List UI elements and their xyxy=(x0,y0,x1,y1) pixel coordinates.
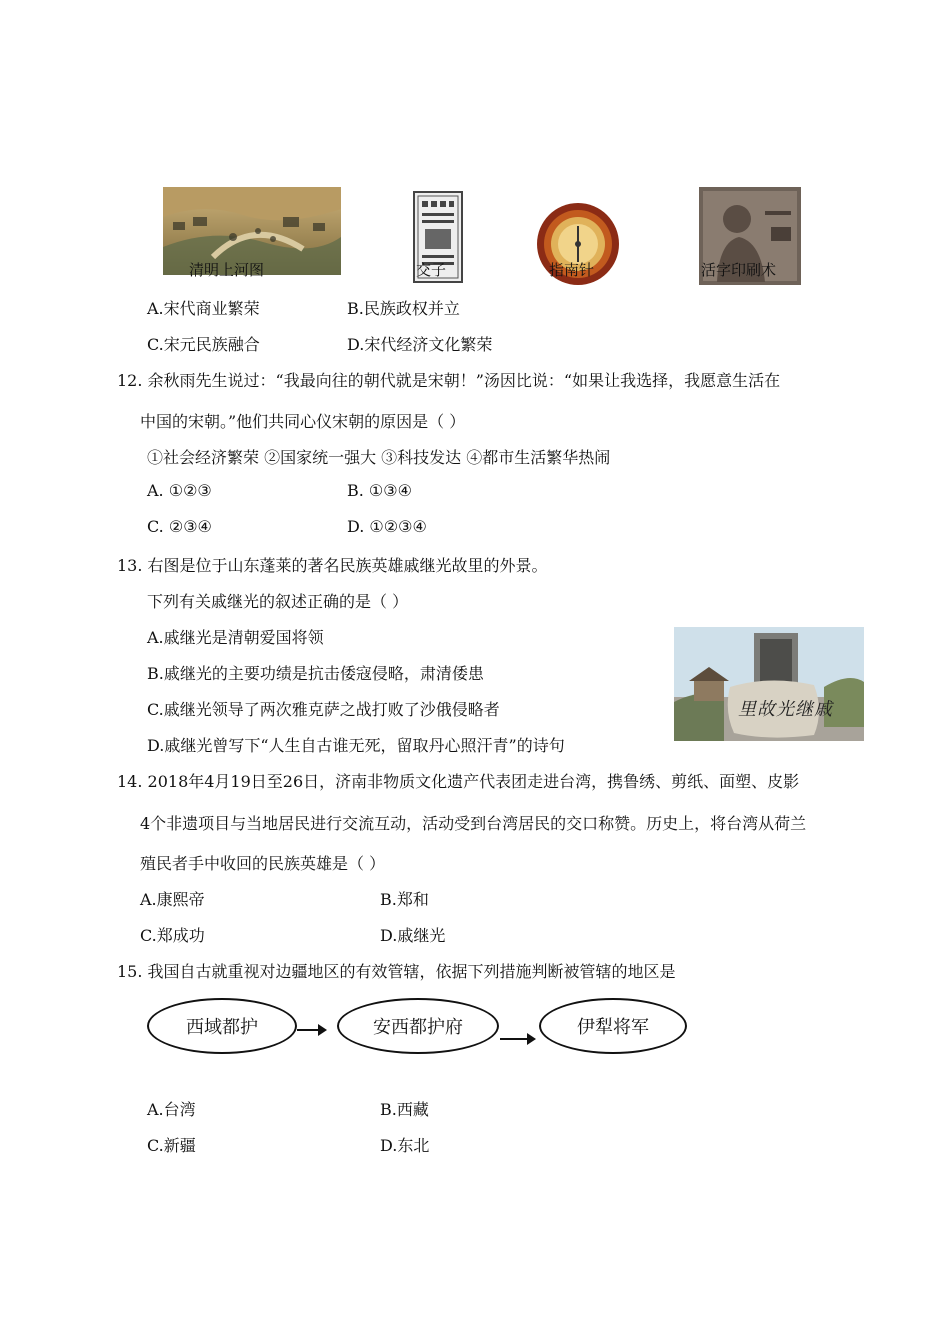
qi-jiguang-hometown-photo xyxy=(674,627,864,741)
flow-node-yili: 伊犁将军 xyxy=(539,998,687,1054)
q14-stem-line2: 4个非遗项目与当地居民进行交流互动，活动受到台湾居民的交口称赞。历史上，将台湾从荷兰 xyxy=(140,814,807,833)
image-caption-qingming: 清明上河图 xyxy=(189,261,265,279)
image-caption-movable-type: 活字印刷术 xyxy=(701,261,777,279)
q14-option-d: D.戚继光 xyxy=(380,926,446,945)
q12-option-c: C. ②③④ xyxy=(147,517,212,536)
q12-option-a: A. ①②③ xyxy=(147,481,212,500)
q12-option-d: D. ①②③④ xyxy=(347,517,427,536)
q14-option-b: B.郑和 xyxy=(380,890,429,909)
flow-arrow-1 xyxy=(297,1029,325,1031)
q13-stem-line1: 13. 右图是位于山东蓬莱的著名民族英雄戚继光故里的外景。 xyxy=(117,556,548,575)
image-caption-jiaozi: 交子 xyxy=(416,261,447,279)
q11-option-c: C.宋元民族融合 xyxy=(147,335,260,354)
q13-option-c: C.戚继光领导了两次雅克萨之战打败了沙俄侵略者 xyxy=(147,700,500,719)
q14-stem-line1: 14. 2018年4月19日至26日，济南非物质文化遗产代表团走进台湾，携鲁绣、剪纸、面塑、皮影 xyxy=(117,772,800,791)
q12-option-b: B. ①③④ xyxy=(347,481,412,500)
q12-statements: ①社会经济繁荣 ②国家统一强大 ③科技发达 ④都市生活繁华热闹 xyxy=(147,448,611,467)
image-caption-compass: 指南针 xyxy=(549,261,595,279)
q13-stem-line2: 下列有关戚继光的叙述正确的是（ ） xyxy=(147,592,409,611)
q15-stem: 15. 我国自古就重视对边疆地区的有效管辖，依据下列措施判断被管辖的地区是 xyxy=(117,962,676,981)
flow-node-anxi: 安西都护府 xyxy=(337,998,499,1054)
q12-stem-line1: 12. 余秋雨先生说过：“我最向往的朝代就是宋朝！”汤因比说：“如果让我选择，我愿意生活在 xyxy=(117,371,781,390)
q13-option-d: D.戚继光曾写下“人生自古谁无死，留取丹心照汗青”的诗句 xyxy=(147,736,565,755)
flow-arrow-2 xyxy=(500,1038,534,1040)
stone-inscription: 里故光继戚 xyxy=(738,699,833,720)
q14-stem-line3: 殖民者手中收回的民族英雄是（ ） xyxy=(140,854,386,873)
q13-option-a: A.戚继光是清朝爱国将领 xyxy=(147,628,324,647)
q13-option-b: B.戚继光的主要功绩是抗击倭寇侵略，肃清倭患 xyxy=(147,664,484,683)
q12-stem-line2: 中国的宋朝。”他们共同心仪宋朝的原因是（ ） xyxy=(140,412,466,431)
q15-option-a: A.台湾 xyxy=(147,1100,196,1119)
q11-option-a: A.宋代商业繁荣 xyxy=(147,299,260,318)
q15-option-d: D.东北 xyxy=(380,1136,430,1155)
q11-option-d: D.宋代经济文化繁荣 xyxy=(347,335,493,354)
q11-option-b: B.民族政权并立 xyxy=(347,299,460,318)
q15-option-c: C.新疆 xyxy=(147,1136,196,1155)
q14-option-c: C.郑成功 xyxy=(140,926,205,945)
q15-option-b: B.西藏 xyxy=(380,1100,429,1119)
q14-option-a: A.康熙帝 xyxy=(140,890,205,909)
flow-node-xiyu: 西域都护 xyxy=(147,998,297,1054)
